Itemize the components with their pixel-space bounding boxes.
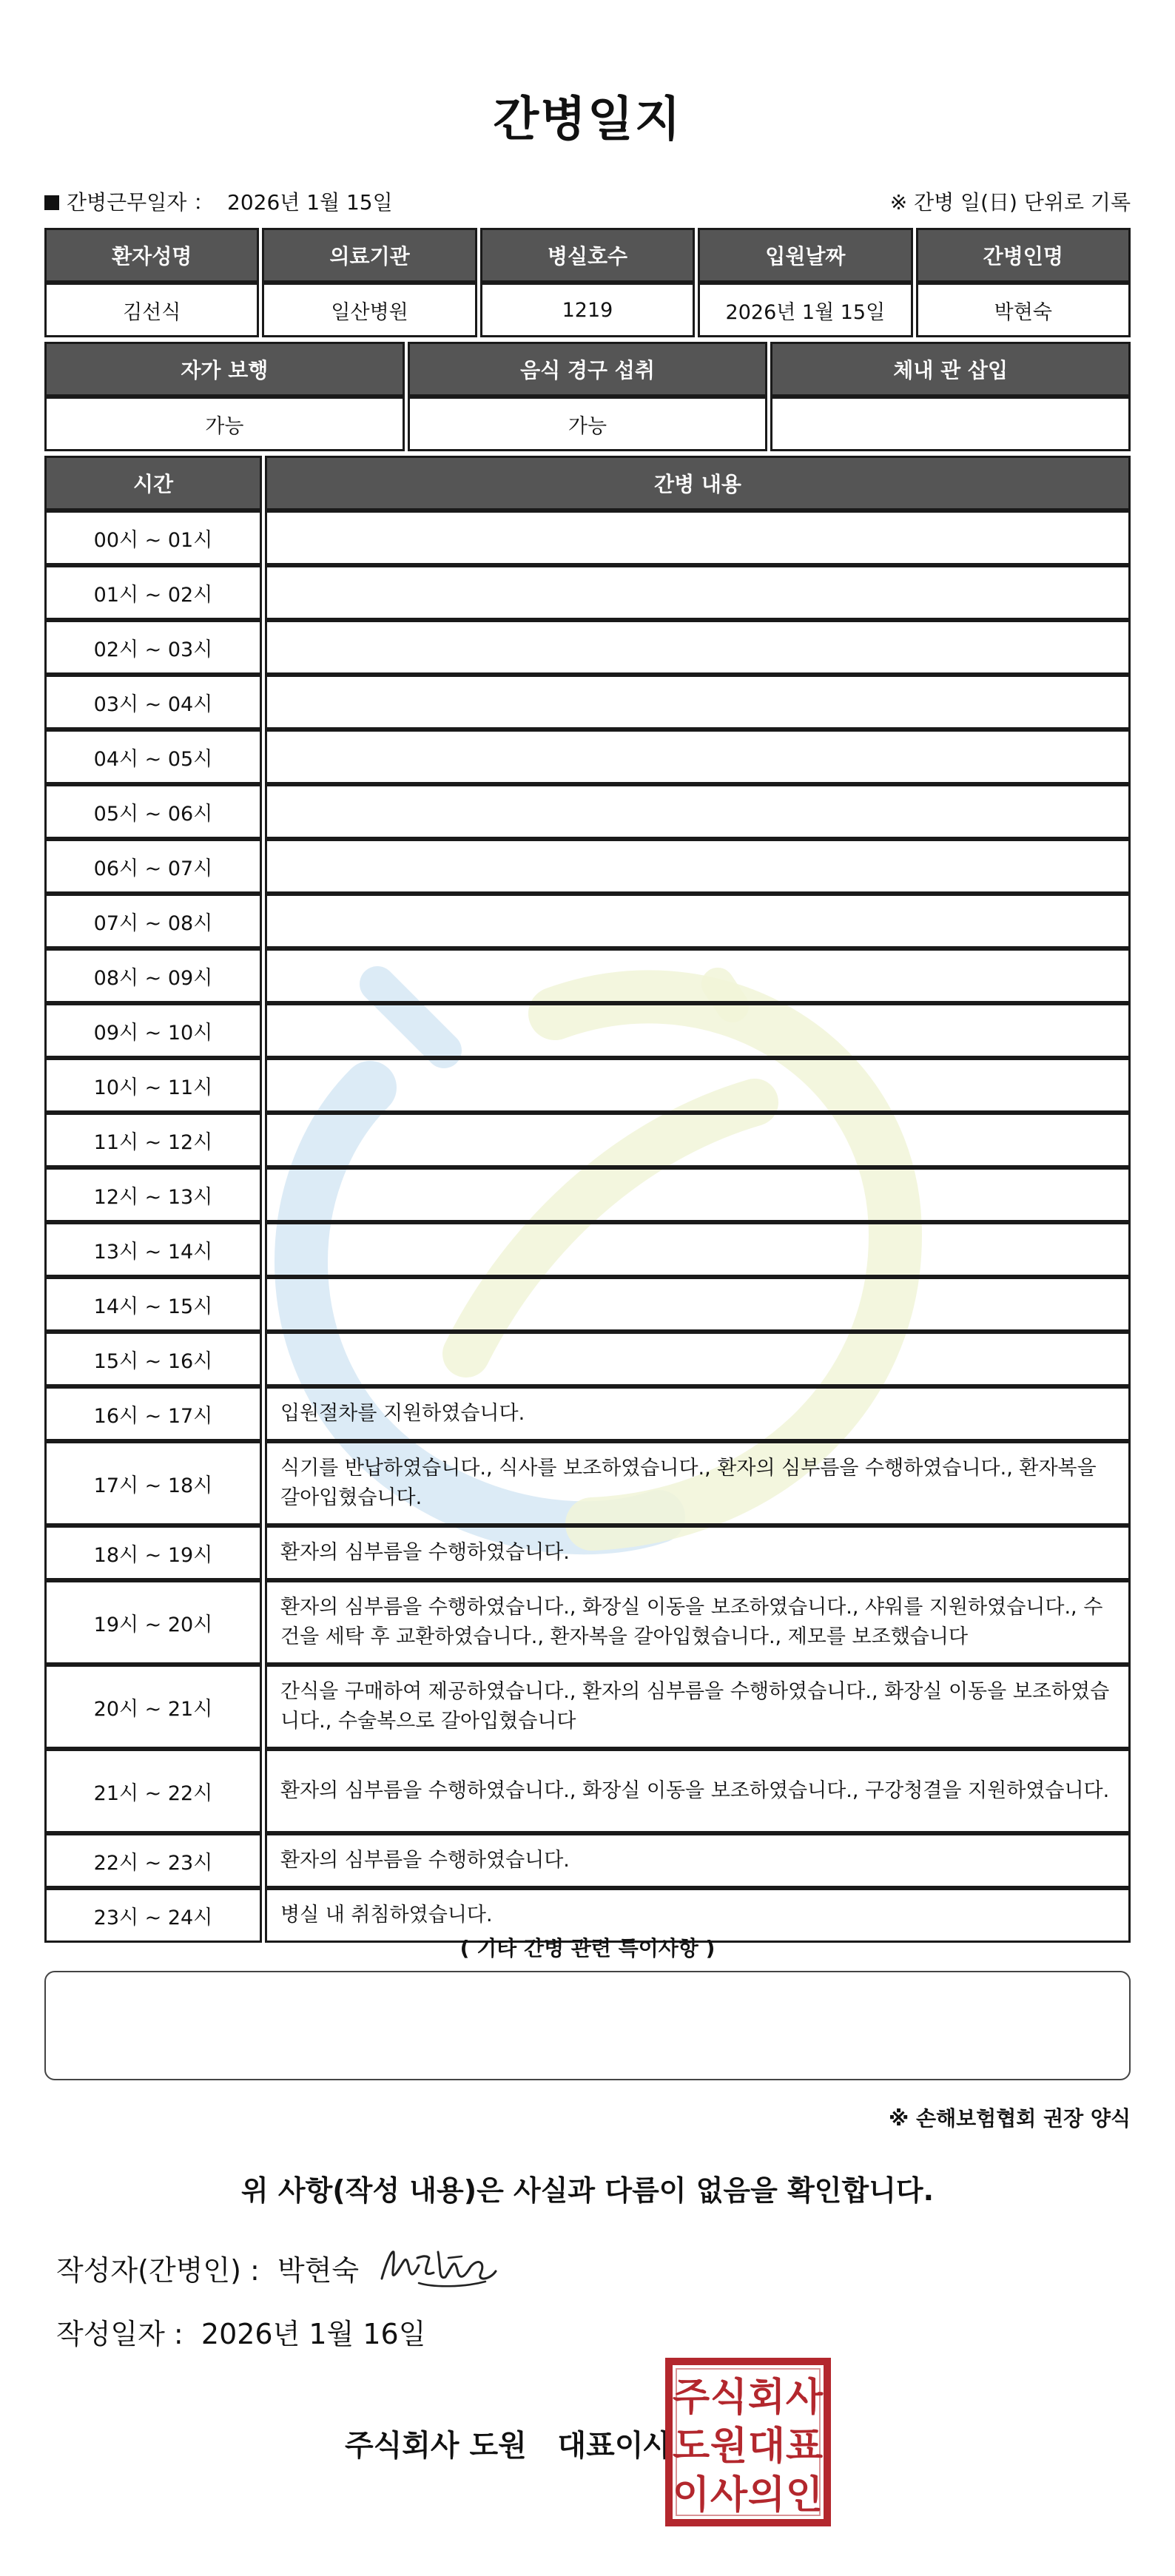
log-time: 22시 ~ 23시 — [44, 1833, 262, 1888]
seal-character: 이 — [672, 2473, 710, 2518]
meta-row — [44, 186, 1131, 216]
log-row — [44, 784, 1131, 839]
seal-character: 인 — [785, 2473, 824, 2518]
header-patient-name: 환자성명 — [44, 228, 259, 283]
seal-character: 표 — [785, 2424, 824, 2469]
work-date-value: 2026년 1월 15일 — [227, 190, 393, 215]
ceo-label: 대표이사 — [557, 2429, 673, 2463]
log-row — [44, 620, 1131, 675]
log-row — [44, 1222, 1131, 1277]
confirm-statement: 위 사항(작성 내용)은 사실과 다름이 없음을 확인합니다. — [240, 2174, 935, 2207]
patient-status-table — [41, 342, 1134, 451]
caregiver-name: 박현숙 — [916, 283, 1131, 337]
page-title: 간병일지 — [493, 92, 682, 147]
company-signoff — [345, 2422, 672, 2464]
log-time: 15시 ~ 16시 — [44, 1332, 262, 1386]
patient-info-table — [41, 228, 1134, 337]
log-content: 환자의 심부름을 수행하였습니다., 화장실 이동을 보조하였습니다., 샤워를 지원하였습니다., 수건을 세탁 후 교환하였습니다., 환자복을 갈아입혔습니다., 제모를 보조했습니다 — [265, 1580, 1131, 1665]
header-care-content: 간병 내용 — [265, 456, 1131, 510]
log-time: 17시 ~ 18시 — [44, 1441, 262, 1525]
handwritten-signature — [374, 2236, 500, 2295]
seal-character: 사 — [785, 2376, 824, 2420]
writer-line — [56, 2248, 359, 2288]
header-self-walking: 자가 보행 — [44, 342, 405, 397]
log-content — [265, 729, 1131, 784]
log-content — [265, 510, 1131, 565]
log-time: 10시 ~ 11시 — [44, 1058, 262, 1113]
header-tube-insertion: 체내 관 삽입 — [770, 342, 1131, 397]
recommend-note: ※ 손해보험협회 권장 양식 — [889, 2106, 1131, 2131]
log-time: 01시 ~ 02시 — [44, 565, 262, 620]
log-row — [44, 675, 1131, 729]
log-time: 09시 ~ 10시 — [44, 1003, 262, 1058]
log-content: 간식을 구매하여 제공하였습니다., 환자의 심부름을 수행하였습니다., 화장실 이동을 보조하였습니다., 수술복으로 갈아입혔습니다 — [265, 1665, 1131, 1749]
log-row — [44, 1386, 1131, 1441]
header-caregiver: 간병인명 — [916, 228, 1131, 283]
log-row — [44, 510, 1131, 565]
header-room: 병실호수 — [480, 228, 695, 283]
log-time: 07시 ~ 08시 — [44, 894, 262, 948]
seal-character: 대 — [747, 2424, 786, 2469]
log-content — [265, 1332, 1131, 1386]
log-time: 04시 ~ 05시 — [44, 729, 262, 784]
log-content — [265, 565, 1131, 620]
log-content: 환자의 심부름을 수행하였습니다. — [265, 1833, 1131, 1888]
log-content — [265, 620, 1131, 675]
log-content — [265, 1113, 1131, 1167]
patient-name: 김선식 — [44, 283, 259, 337]
seal-character: 도 — [672, 2424, 710, 2469]
log-time: 13시 ~ 14시 — [44, 1222, 262, 1277]
log-row — [44, 1113, 1131, 1167]
log-content — [265, 948, 1131, 1003]
log-row — [44, 1332, 1131, 1386]
log-row — [44, 948, 1131, 1003]
log-time: 18시 ~ 19시 — [44, 1525, 262, 1580]
seal-character: 회 — [747, 2376, 786, 2420]
log-content — [265, 894, 1131, 948]
log-row — [44, 1525, 1131, 1580]
log-row — [44, 1441, 1131, 1525]
log-row — [44, 894, 1131, 948]
self-walking-value: 가능 — [44, 397, 405, 451]
writer-name: 박현숙 — [277, 2254, 360, 2287]
log-time: 02시 ~ 03시 — [44, 620, 262, 675]
log-row — [44, 1167, 1131, 1222]
log-time: 19시 ~ 20시 — [44, 1580, 262, 1665]
header-time: 시간 — [44, 456, 262, 510]
log-time: 12시 ~ 13시 — [44, 1167, 262, 1222]
log-row — [44, 1277, 1131, 1332]
log-content — [265, 1277, 1131, 1332]
log-content: 환자의 심부름을 수행하였습니다. — [265, 1525, 1131, 1580]
notes-box — [44, 1971, 1131, 2080]
header-hospital: 의료기관 — [262, 228, 477, 283]
room-number: 1219 — [480, 283, 695, 337]
oral-intake-value: 가능 — [408, 397, 768, 451]
log-row — [44, 1003, 1131, 1058]
log-time: 05시 ~ 06시 — [44, 784, 262, 839]
log-content — [265, 675, 1131, 729]
work-date-label: 간병근무일자 ： — [67, 190, 215, 215]
log-time: 14시 ~ 15시 — [44, 1277, 262, 1332]
write-date-value: 2026년 1월 16일 — [201, 2318, 426, 2350]
log-content — [265, 1222, 1131, 1277]
log-time: 23시 ~ 24시 — [44, 1888, 262, 1943]
company-name: 주식회사 도원 — [345, 2429, 527, 2463]
log-time: 16시 ~ 17시 — [44, 1386, 262, 1441]
seal-character: 원 — [710, 2424, 748, 2469]
seal-character: 식 — [710, 2376, 748, 2420]
seal-character: 사 — [710, 2473, 748, 2518]
square-bullet-icon — [44, 195, 59, 210]
log-time: 11시 ~ 12시 — [44, 1113, 262, 1167]
log-content — [265, 839, 1131, 894]
log-row — [44, 1665, 1131, 1749]
tube-insertion-value — [770, 397, 1131, 451]
log-content — [265, 1167, 1131, 1222]
admission-date: 2026년 1월 15일 — [698, 283, 912, 337]
log-row — [44, 565, 1131, 620]
log-time: 06시 ~ 07시 — [44, 839, 262, 894]
log-row — [44, 1833, 1131, 1888]
log-content: 환자의 심부름을 수행하였습니다., 화장실 이동을 보조하였습니다., 구강청결을 지원하였습니다. — [265, 1749, 1131, 1833]
log-content: 식기를 반납하였습니다., 식사를 보조하였습니다., 환자의 심부름을 수행하였습니다., 환자복을 갈아입혔습니다. — [265, 1441, 1131, 1525]
log-row — [44, 1058, 1131, 1113]
write-date-line — [56, 2311, 425, 2352]
log-content — [265, 1058, 1131, 1113]
log-time: 00시 ~ 01시 — [44, 510, 262, 565]
log-content: 병실 내 취침하였습니다. — [265, 1888, 1131, 1943]
care-log-body — [44, 510, 1131, 1943]
notes-heading: ( 기타 간병 관련 특이사항 ) — [459, 1936, 716, 1960]
log-content — [265, 784, 1131, 839]
work-date — [44, 186, 393, 216]
log-row — [44, 1749, 1131, 1833]
hospital-name: 일산병원 — [262, 283, 477, 337]
unit-note: ※ 간병 일(日) 단위로 기록 — [889, 190, 1131, 215]
seal-character: 주 — [672, 2376, 710, 2420]
log-row — [44, 839, 1131, 894]
seal-character: 의 — [747, 2473, 786, 2518]
log-row — [44, 729, 1131, 784]
log-time: 03시 ~ 04시 — [44, 675, 262, 729]
log-time: 21시 ~ 22시 — [44, 1749, 262, 1833]
company-seal-stamp — [664, 2357, 832, 2527]
log-content: 입원절차를 지원하였습니다. — [265, 1386, 1131, 1441]
header-oral-intake: 음식 경구 섭취 — [408, 342, 768, 397]
log-row — [44, 1580, 1131, 1665]
log-content — [265, 1003, 1131, 1058]
log-time: 08시 ~ 09시 — [44, 948, 262, 1003]
writer-label: 작성자(간병인) : — [56, 2254, 260, 2287]
log-time: 20시 ~ 21시 — [44, 1665, 262, 1749]
header-admission-date: 입원날짜 — [698, 228, 912, 283]
care-log-table — [41, 456, 1134, 1943]
write-date-label: 작성일자 : — [56, 2318, 184, 2350]
